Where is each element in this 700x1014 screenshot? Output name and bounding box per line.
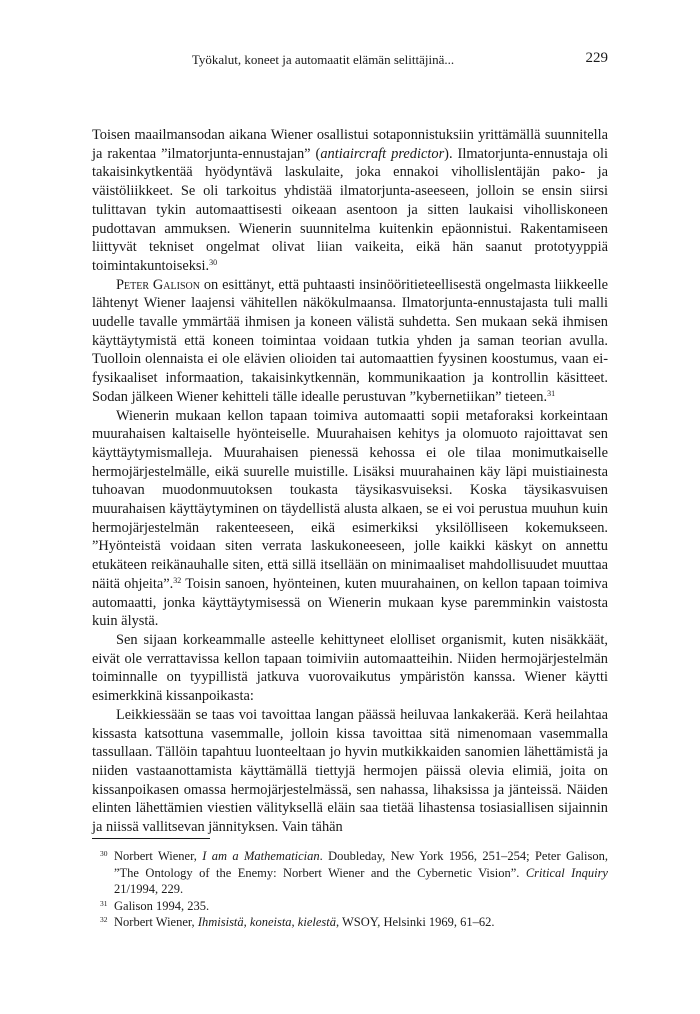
footnote-ref-31[interactable]: 31	[547, 388, 556, 398]
footnote-number: 31	[100, 898, 108, 908]
block-quote-text: Leikkiessään se taas voi tavoittaa langan päässä heiluvaa lankakerää. Kerä heilahtaa kissasta katsottuna vasemmalle, jolloin kissa tavoittaa sitä nimenomaan vasemmalla tassullaan. Tällöin tapahtuu luonteeltaan jo hyvin mutkikkaiden sanomien lähettämistä ja niiden vastaanottamista käyttämällä tiettyjä hermojen päissä olevia elimiä, joita on kissanpoikasen omassa hermojärjestelmässä, sen nahassa, lihaksissa ja jänteissä. Näiden elinten lähettämien viestien välityksellä eläin saa tietää lihastensa tosiasiallisen sijainnin ja niissä vallitsevan jännityksen. Vain tähän	[92, 706, 608, 836]
footnote-book-title: Ihmisistä, koneista, kielestä	[197, 915, 336, 929]
paragraph-2	[92, 276, 608, 407]
paragraph-1-text-c: ). Ilmatorjunta-ennustaja oli takaisinkytkentää hyödyntävä laskulaite, joka ennakoi vihollislentäjän pako- ja väistöliikkeet. Se oli tarkoitus yhdistää ilmatorjunta-aseeseen, jolloin se ensin siirsi tulittavan tykin automaattisesti oikeaan asentoon ja sitten laukaisi viholliskoneen pudottavan ammuksen. Wienerin suunnitelma kuitenkin epäonnistui. Rakentamiseen liittyvät tekniset ongelmat olivat liian vaikeita, eikä hän saanut prototyyppiä toimintakuntoiseksi.	[92, 145, 608, 274]
footnote-number: 30	[100, 849, 108, 858]
body-text	[92, 126, 608, 837]
footnote-text: Norbert Wiener,	[114, 915, 198, 929]
footnote-32	[92, 914, 608, 931]
paragraph-1-italic-term: antiaircraft predictor	[320, 145, 445, 162]
paragraph-4-text: Sen sijaan korkeammalle asteelle kehittyneet elolliset organismit, kuten nisäkkäät, eivät ole verrattavissa kellon tapaan toimiviin automaatteihin. Niiden hermojärjestelmän toiminnalle on tyypillistä jatkuva vuorovaikutus ympäristön kanssa. Wiener käytti esimerkkinä kissanpoikasta:	[92, 631, 608, 705]
footnote-journal-title: Critical Inquiry	[525, 865, 608, 880]
running-head	[92, 52, 608, 72]
footnote-30	[92, 848, 608, 898]
footnote-text: , WSOY, Helsinki 1969, 61–62.	[335, 915, 495, 929]
footnote-divider	[92, 838, 210, 839]
author-name-small-caps: Peter Galison	[116, 276, 200, 293]
paragraph-3-text: Wienerin mukaan kellon tapaan toimiva automaatti sopii metaforaksi korkeintaan muurahaisen kaltaiselle hyönteiselle. Muurahaisen kehitys ja olomuoto rajoittavat sen käyttäytymismalleja. Muurahaisen pienessä kehossa ei ole tilaa monimutkaiselle hermojärjestelmälle, eikä suurelle muistille. Lisäksi muurahainen käy läpi muistiainesta tuhoavan muodonmuutoksen toukasta täysikasvuiseksi. Koska täysikasvuisen muurahaisen käyttäytyminen on täydellistä alusta alkaen, se ei voi perustua muuhun kuin hermojärjestelmän rakenteeseen, eikä esimerkiksi yksilölliseen kokemukseen. ”Hyönteistä voidaan siten verrata laskukoneeseen, jolle kaikki käskyt on annettu etukäteen reikänauhalle siten, että sillä itsellään on minimaaliset mahdollisuudet muuttaa näitä ohjeita”.	[92, 407, 608, 592]
block-quote	[92, 706, 608, 837]
footnotes	[92, 848, 608, 931]
footnote-ref-30[interactable]: 30	[209, 257, 218, 267]
paragraph-4	[92, 631, 608, 706]
footnote-31	[92, 898, 608, 915]
paragraph-1	[92, 126, 608, 276]
footnote-book-title: I am a Mathematician	[202, 849, 320, 863]
footnote-text: . Doubleday, New York 1956, 251–254; Peter Galison, ”The Ontology of the Enemy: Norbert Wiener and the Cybernetic Vision”.	[114, 849, 608, 880]
footnote-number: 32	[100, 915, 108, 924]
paragraph-3	[92, 407, 608, 631]
footnote-ref-32[interactable]: 32	[173, 575, 182, 585]
paragraph-3-text-after: Toisin sanoen, hyönteinen, kuten muurahainen, on kellon tapaan toimiva automaatti, jonka käyttäytymisessä on Wienerin mukaan kyse paremminkin vaistosta kuin älystä.	[92, 575, 608, 630]
page-number: 229	[585, 50, 608, 66]
footnote-text: Galison 1994, 235.	[114, 898, 210, 913]
footnote-text: 21/1994, 229.	[114, 882, 184, 896]
running-title: Työkalut, koneet ja automaatit elämän selittäjinä...	[191, 52, 455, 67]
paragraph-2-text: on esittänyt, että puhtaasti insinööritieteellisestä ongelmasta liikkeelle lähtenyt Wiener laajensi vähitellen näkökulmaansa. Ilmatorjunta-ennustajasta tuli malli uudelle tavalle ymmärtää ihmisen ja koneen välistä suhdetta. Sen mukaan sekä ihmisen käyttäytymistä että koneen toimintaa voidaan tutkia yhden ja saman teorian avulla. Tuolloin olennaista ei ole elävien olioiden tai automaattien fyysinen koostumus, vaan ei-fysikaaliset informaation, takaisinkytkennän, kommunikaation ja kontrollin käsitteet. Sodan jälkeen Wiener kehitteli tälle idealle perustuvan ”kybernetiikan” tieteen.	[92, 276, 609, 405]
footnote-text: Norbert Wiener,	[114, 849, 203, 863]
paragraph-1-text-a: Toisen maailmansodan aikana Wiener osallistui sotaponnistuksiin yrittämällä suunnitella ja rakentaa ”ilmatorjunta-ennustajan” (	[92, 127, 608, 162]
